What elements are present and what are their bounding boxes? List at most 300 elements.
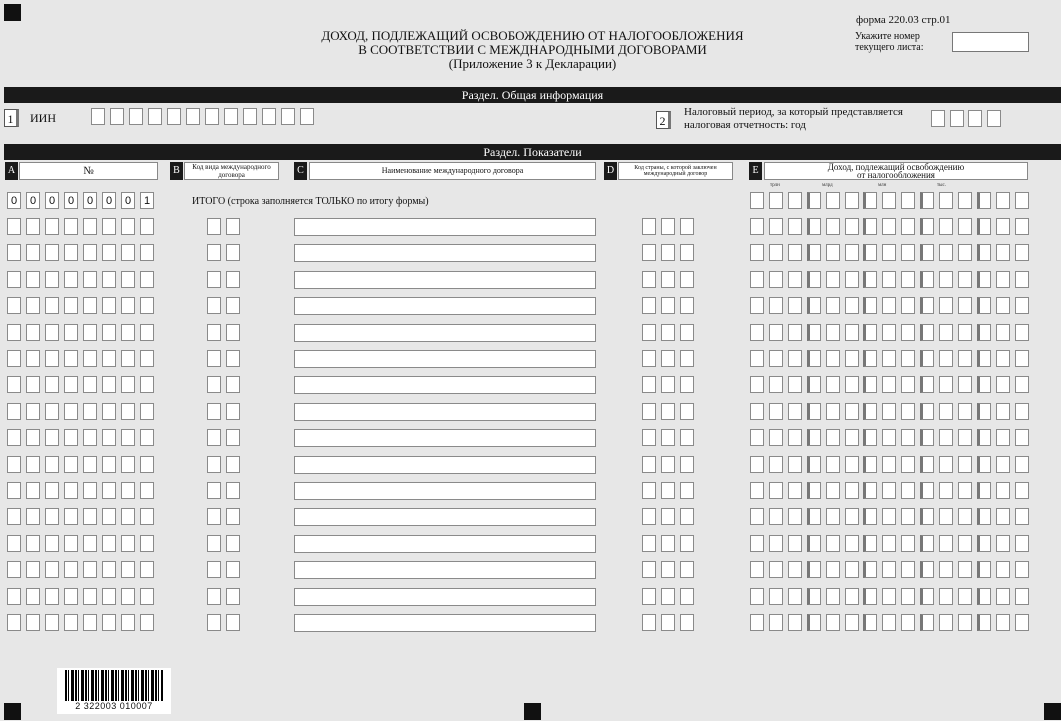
country-code-cell[interactable] [680,614,694,631]
income-amount-cell[interactable] [863,297,877,314]
row-number-cell[interactable] [64,271,78,288]
income-amount-cell[interactable] [1015,192,1029,209]
income-amount-cell[interactable] [939,218,953,235]
row-number-cell[interactable] [102,535,116,552]
income-amount-cell[interactable] [996,588,1010,605]
income-amount-cell[interactable] [845,376,859,393]
income-amount-cell[interactable] [826,561,840,578]
income-amount-cell[interactable] [1015,350,1029,367]
row-number-cell[interactable] [64,297,78,314]
row-number-cell[interactable] [45,429,59,446]
row-number-cell[interactable] [26,482,40,499]
row-number-cell[interactable] [102,324,116,341]
row-number-cell[interactable] [140,271,154,288]
country-code-cell[interactable] [680,324,694,341]
income-amount-cell[interactable] [920,456,934,473]
income-amount-cell[interactable] [977,324,991,341]
row-number-cell[interactable] [83,324,97,341]
treaty-name-input[interactable] [294,244,596,262]
income-amount-cell[interactable] [788,535,802,552]
row-number-cell[interactable] [26,535,40,552]
treaty-name-input[interactable] [294,403,596,421]
iin-cell[interactable] [300,108,314,125]
treaty-type-code-cell[interactable] [207,508,221,525]
country-code-cell[interactable] [642,324,656,341]
income-amount-cell[interactable] [996,192,1010,209]
row-number-cell[interactable] [83,218,97,235]
treaty-name-input[interactable] [294,456,596,474]
row-number-cell[interactable] [102,588,116,605]
income-amount-cell[interactable] [826,588,840,605]
income-amount-cell[interactable] [920,376,934,393]
country-code-cell[interactable] [680,535,694,552]
income-amount-cell[interactable] [882,271,896,288]
income-amount-cell[interactable] [826,403,840,420]
iin-cell[interactable] [148,108,162,125]
income-amount-cell[interactable] [863,535,877,552]
income-amount-cell[interactable] [939,350,953,367]
income-amount-cell[interactable] [769,297,783,314]
income-amount-cell[interactable] [788,218,802,235]
row-number-cell[interactable] [140,350,154,367]
row-number-cell[interactable] [121,482,135,499]
row-number-cell[interactable] [64,376,78,393]
income-amount-cell[interactable] [977,535,991,552]
country-code-cell[interactable] [642,456,656,473]
row-number-cell[interactable] [83,350,97,367]
income-amount-cell[interactable] [882,508,896,525]
iin-cell[interactable] [205,108,219,125]
row-number-cell[interactable] [121,403,135,420]
income-amount-cell[interactable] [807,350,821,367]
income-amount-cell[interactable] [769,324,783,341]
country-code-cell[interactable] [661,350,675,367]
income-amount-cell[interactable] [845,192,859,209]
country-code-cell[interactable] [680,561,694,578]
treaty-name-input[interactable] [294,482,596,500]
income-amount-cell[interactable] [977,297,991,314]
income-amount-cell[interactable] [826,508,840,525]
row-number-cell[interactable] [45,297,59,314]
treaty-name-input[interactable] [294,271,596,289]
income-amount-cell[interactable] [996,482,1010,499]
treaty-type-code-cell[interactable] [207,218,221,235]
income-amount-cell[interactable] [958,588,972,605]
income-amount-cell[interactable] [977,588,991,605]
treaty-type-code-cell[interactable] [207,429,221,446]
income-amount-cell[interactable] [788,482,802,499]
income-amount-cell[interactable] [977,482,991,499]
iin-cell[interactable] [110,108,124,125]
income-amount-cell[interactable] [750,403,764,420]
income-amount-cell[interactable] [1015,482,1029,499]
row-number-cell[interactable] [7,324,21,341]
income-amount-cell[interactable] [882,456,896,473]
treaty-type-code-cell[interactable] [226,508,240,525]
treaty-type-code-cell[interactable] [207,482,221,499]
income-amount-cell[interactable] [920,324,934,341]
income-amount-cell[interactable] [750,614,764,631]
income-amount-cell[interactable] [845,324,859,341]
row-number-cell[interactable] [7,218,21,235]
income-amount-cell[interactable] [807,324,821,341]
row-number-cell[interactable] [140,403,154,420]
country-code-cell[interactable] [661,482,675,499]
country-code-cell[interactable] [680,508,694,525]
row-number-cell[interactable] [64,244,78,261]
income-amount-cell[interactable] [958,561,972,578]
row-number-cell[interactable] [64,588,78,605]
income-amount-cell[interactable] [769,508,783,525]
row-number-cell[interactable] [7,350,21,367]
row-number-cell[interactable] [83,561,97,578]
row-number-cell[interactable] [45,324,59,341]
income-amount-cell[interactable] [750,429,764,446]
row-number-cell[interactable] [45,588,59,605]
income-amount-cell[interactable] [958,508,972,525]
country-code-cell[interactable] [661,535,675,552]
income-amount-cell[interactable] [845,429,859,446]
row-number-cell[interactable] [83,376,97,393]
row-number-cell[interactable] [140,218,154,235]
income-amount-cell[interactable] [939,588,953,605]
income-amount-cell[interactable] [788,376,802,393]
treaty-name-input[interactable] [294,324,596,342]
row-number-cell[interactable] [121,297,135,314]
income-amount-cell[interactable] [807,403,821,420]
income-amount-cell[interactable] [1015,561,1029,578]
income-amount-cell[interactable] [920,482,934,499]
income-amount-cell[interactable] [977,614,991,631]
country-code-cell[interactable] [661,588,675,605]
treaty-type-code-cell[interactable] [226,271,240,288]
row-number-cell[interactable] [102,508,116,525]
iin-cell[interactable] [186,108,200,125]
row-number-cell[interactable] [140,508,154,525]
income-amount-cell[interactable] [769,271,783,288]
income-amount-cell[interactable] [788,324,802,341]
income-amount-cell[interactable] [901,614,915,631]
treaty-name-input[interactable] [294,588,596,606]
row-number-cell[interactable] [121,350,135,367]
income-amount-cell[interactable] [939,482,953,499]
income-amount-cell[interactable] [920,535,934,552]
income-amount-cell[interactable] [788,429,802,446]
row-number-cell[interactable] [102,218,116,235]
income-amount-cell[interactable] [920,403,934,420]
row-number-cell[interactable]: 0 [45,192,59,209]
income-amount-cell[interactable] [958,192,972,209]
income-amount-cell[interactable] [920,271,934,288]
income-amount-cell[interactable] [1015,244,1029,261]
row-number-cell[interactable] [121,588,135,605]
iin-cell[interactable] [224,108,238,125]
row-number-cell[interactable] [7,508,21,525]
income-amount-cell[interactable] [1015,614,1029,631]
row-number-cell[interactable] [7,482,21,499]
row-number-cell[interactable] [7,588,21,605]
income-amount-cell[interactable] [920,508,934,525]
income-amount-cell[interactable] [750,456,764,473]
row-number-cell[interactable] [121,614,135,631]
row-number-cell[interactable] [45,535,59,552]
income-amount-cell[interactable] [863,588,877,605]
income-amount-cell[interactable] [1015,403,1029,420]
row-number-cell[interactable]: 0 [64,192,78,209]
income-amount-cell[interactable] [807,218,821,235]
row-number-cell[interactable] [64,614,78,631]
income-amount-cell[interactable] [882,218,896,235]
income-amount-cell[interactable] [826,192,840,209]
treaty-type-code-cell[interactable] [207,561,221,578]
row-number-cell[interactable] [140,244,154,261]
row-number-cell[interactable] [64,350,78,367]
income-amount-cell[interactable] [939,429,953,446]
income-amount-cell[interactable] [826,271,840,288]
row-number-cell[interactable] [7,535,21,552]
income-amount-cell[interactable] [1015,508,1029,525]
row-number-cell[interactable] [7,271,21,288]
income-amount-cell[interactable] [769,588,783,605]
income-amount-cell[interactable] [977,561,991,578]
country-code-cell[interactable] [642,403,656,420]
row-number-cell[interactable] [7,244,21,261]
income-amount-cell[interactable] [750,588,764,605]
income-amount-cell[interactable] [996,324,1010,341]
treaty-type-code-cell[interactable] [226,456,240,473]
income-amount-cell[interactable] [750,508,764,525]
income-amount-cell[interactable] [826,218,840,235]
row-number-cell[interactable] [45,614,59,631]
income-amount-cell[interactable] [750,561,764,578]
country-code-cell[interactable] [642,218,656,235]
income-amount-cell[interactable] [977,244,991,261]
country-code-cell[interactable] [661,456,675,473]
income-amount-cell[interactable] [901,403,915,420]
row-number-cell[interactable] [121,456,135,473]
row-number-cell[interactable] [83,403,97,420]
income-amount-cell[interactable] [882,244,896,261]
row-number-cell[interactable] [140,456,154,473]
country-code-cell[interactable] [680,588,694,605]
year-cell[interactable] [968,110,982,127]
income-amount-cell[interactable] [845,350,859,367]
income-amount-cell[interactable] [863,192,877,209]
income-amount-cell[interactable] [845,244,859,261]
treaty-name-input[interactable] [294,614,596,632]
income-amount-cell[interactable] [1015,535,1029,552]
income-amount-cell[interactable] [769,244,783,261]
income-amount-cell[interactable] [769,350,783,367]
income-amount-cell[interactable] [901,271,915,288]
treaty-type-code-cell[interactable] [226,324,240,341]
income-amount-cell[interactable] [901,350,915,367]
income-amount-cell[interactable] [826,350,840,367]
income-amount-cell[interactable] [826,297,840,314]
income-amount-cell[interactable] [882,324,896,341]
income-amount-cell[interactable] [845,482,859,499]
row-number-cell[interactable] [140,482,154,499]
sheet-number-input[interactable] [952,32,1029,52]
row-number-cell[interactable] [121,429,135,446]
income-amount-cell[interactable] [882,482,896,499]
income-amount-cell[interactable] [826,376,840,393]
row-number-cell[interactable] [102,350,116,367]
income-amount-cell[interactable] [939,456,953,473]
income-amount-cell[interactable] [788,271,802,288]
iin-cell[interactable] [281,108,295,125]
income-amount-cell[interactable] [769,218,783,235]
income-amount-cell[interactable] [750,218,764,235]
row-number-cell[interactable] [140,614,154,631]
country-code-cell[interactable] [642,350,656,367]
country-code-cell[interactable] [642,508,656,525]
income-amount-cell[interactable] [996,297,1010,314]
row-number-cell[interactable] [140,588,154,605]
treaty-type-code-cell[interactable] [226,535,240,552]
row-number-cell[interactable] [121,561,135,578]
country-code-cell[interactable] [661,614,675,631]
row-number-cell[interactable] [26,508,40,525]
income-amount-cell[interactable] [750,192,764,209]
income-amount-cell[interactable] [750,297,764,314]
row-number-cell[interactable] [83,508,97,525]
income-amount-cell[interactable] [826,429,840,446]
row-number-cell[interactable] [140,297,154,314]
income-amount-cell[interactable] [1015,588,1029,605]
treaty-type-code-cell[interactable] [226,482,240,499]
income-amount-cell[interactable] [901,508,915,525]
row-number-cell[interactable]: 0 [83,192,97,209]
treaty-name-input[interactable] [294,429,596,447]
income-amount-cell[interactable] [863,350,877,367]
income-amount-cell[interactable] [996,429,1010,446]
country-code-cell[interactable] [680,350,694,367]
country-code-cell[interactable] [642,297,656,314]
income-amount-cell[interactable] [750,482,764,499]
income-amount-cell[interactable] [1015,456,1029,473]
income-amount-cell[interactable] [769,482,783,499]
income-amount-cell[interactable] [826,535,840,552]
income-amount-cell[interactable] [920,350,934,367]
income-amount-cell[interactable] [750,535,764,552]
iin-cell[interactable] [129,108,143,125]
country-code-cell[interactable] [680,429,694,446]
income-amount-cell[interactable] [807,456,821,473]
income-amount-cell[interactable] [788,561,802,578]
treaty-type-code-cell[interactable] [207,244,221,261]
income-amount-cell[interactable] [750,350,764,367]
row-number-cell[interactable] [7,297,21,314]
row-number-cell[interactable] [83,271,97,288]
income-amount-cell[interactable] [901,482,915,499]
country-code-cell[interactable] [661,508,675,525]
income-amount-cell[interactable] [977,429,991,446]
income-amount-cell[interactable] [769,429,783,446]
income-amount-cell[interactable] [807,614,821,631]
income-amount-cell[interactable] [826,456,840,473]
income-amount-cell[interactable] [1015,376,1029,393]
income-amount-cell[interactable] [958,350,972,367]
row-number-cell[interactable] [121,244,135,261]
income-amount-cell[interactable] [882,350,896,367]
row-number-cell[interactable] [83,588,97,605]
income-amount-cell[interactable] [996,244,1010,261]
income-amount-cell[interactable] [769,456,783,473]
income-amount-cell[interactable] [901,244,915,261]
income-amount-cell[interactable] [863,244,877,261]
income-amount-cell[interactable] [958,482,972,499]
row-number-cell[interactable] [45,376,59,393]
income-amount-cell[interactable] [901,429,915,446]
income-amount-cell[interactable] [845,535,859,552]
income-amount-cell[interactable] [920,218,934,235]
iin-cell[interactable] [91,108,105,125]
income-amount-cell[interactable] [807,561,821,578]
row-number-cell[interactable] [45,482,59,499]
income-amount-cell[interactable] [958,271,972,288]
income-amount-cell[interactable] [807,588,821,605]
income-amount-cell[interactable] [863,403,877,420]
row-number-cell[interactable] [102,271,116,288]
income-amount-cell[interactable] [807,482,821,499]
income-amount-cell[interactable] [939,297,953,314]
income-amount-cell[interactable] [920,561,934,578]
treaty-type-code-cell[interactable] [207,324,221,341]
country-code-cell[interactable] [680,482,694,499]
treaty-type-code-cell[interactable] [226,429,240,446]
row-number-cell[interactable] [64,403,78,420]
treaty-name-input[interactable] [294,218,596,236]
income-amount-cell[interactable] [845,614,859,631]
row-number-cell[interactable] [121,535,135,552]
income-amount-cell[interactable] [977,192,991,209]
income-amount-cell[interactable] [769,535,783,552]
income-amount-cell[interactable] [863,456,877,473]
country-code-cell[interactable] [661,403,675,420]
income-amount-cell[interactable] [863,614,877,631]
treaty-type-code-cell[interactable] [207,456,221,473]
country-code-cell[interactable] [642,244,656,261]
row-number-cell[interactable] [45,244,59,261]
income-amount-cell[interactable] [901,456,915,473]
income-amount-cell[interactable] [1015,297,1029,314]
income-amount-cell[interactable] [901,324,915,341]
income-amount-cell[interactable] [788,244,802,261]
treaty-type-code-cell[interactable] [207,376,221,393]
row-number-cell[interactable]: 1 [140,192,154,209]
treaty-name-input[interactable] [294,535,596,553]
country-code-cell[interactable] [642,429,656,446]
treaty-type-code-cell[interactable] [226,561,240,578]
row-number-cell[interactable] [26,561,40,578]
income-amount-cell[interactable] [939,192,953,209]
country-code-cell[interactable] [661,561,675,578]
income-amount-cell[interactable] [996,614,1010,631]
income-amount-cell[interactable] [882,588,896,605]
row-number-cell[interactable] [102,561,116,578]
country-code-cell[interactable] [680,297,694,314]
income-amount-cell[interactable] [977,403,991,420]
income-amount-cell[interactable] [977,218,991,235]
income-amount-cell[interactable] [826,614,840,631]
row-number-cell[interactable] [102,376,116,393]
income-amount-cell[interactable] [788,403,802,420]
income-amount-cell[interactable] [788,614,802,631]
row-number-cell[interactable] [83,429,97,446]
row-number-cell[interactable] [140,376,154,393]
treaty-name-input[interactable] [294,297,596,315]
